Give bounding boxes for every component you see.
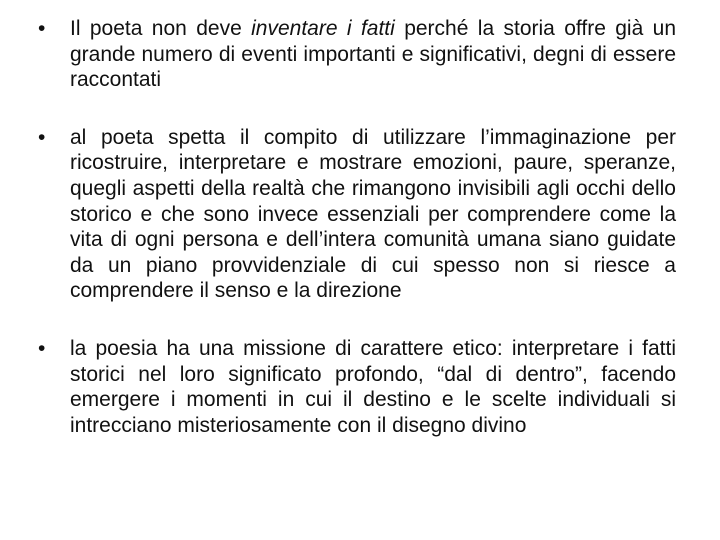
bullet-item-3 bbox=[28, 336, 676, 438]
bullet-text-2: al poeta spetta il compito di utilizzare l’immaginazione per ricostruire, interpretare e mostrare emozioni, paure, speranze, quegli aspetti della realtà che rimangono invisibili agli occhi dello storico e che sono invece essenziali per comprendere come la vita di ogni persona e dell’intera comunità umana siano guidate da un piano provvidenziale di cui spesso non si riesce a comprendere il senso e la direzione bbox=[70, 125, 676, 303]
bullet-1-text-start: Il poeta non deve bbox=[70, 17, 252, 40]
bullet-dot-icon: • bbox=[38, 125, 46, 149]
bullet-dot-icon: • bbox=[38, 336, 46, 360]
bullet-1-italic-text: inventare i fatti bbox=[251, 17, 395, 40]
bullet-item-2 bbox=[28, 125, 676, 304]
bullet-text-3: la poesia ha una missione di carattere etico: interpretare i fatti storici nel loro significato profondo, “dal di dentro”, facendo emergere i momenti in cui il destino e le scelte individuali si intrecciano misteriosamente con il disegno divino bbox=[70, 336, 676, 437]
bullet-1-text-end: perché la storia offre già un grande numero di eventi importanti e significativi, degni di essere raccontati bbox=[70, 17, 677, 92]
bullet-item-1 bbox=[28, 16, 676, 93]
bullet-text-1 bbox=[70, 17, 676, 91]
bullet-dot-icon: • bbox=[38, 17, 46, 40]
bullet-list bbox=[28, 16, 676, 438]
